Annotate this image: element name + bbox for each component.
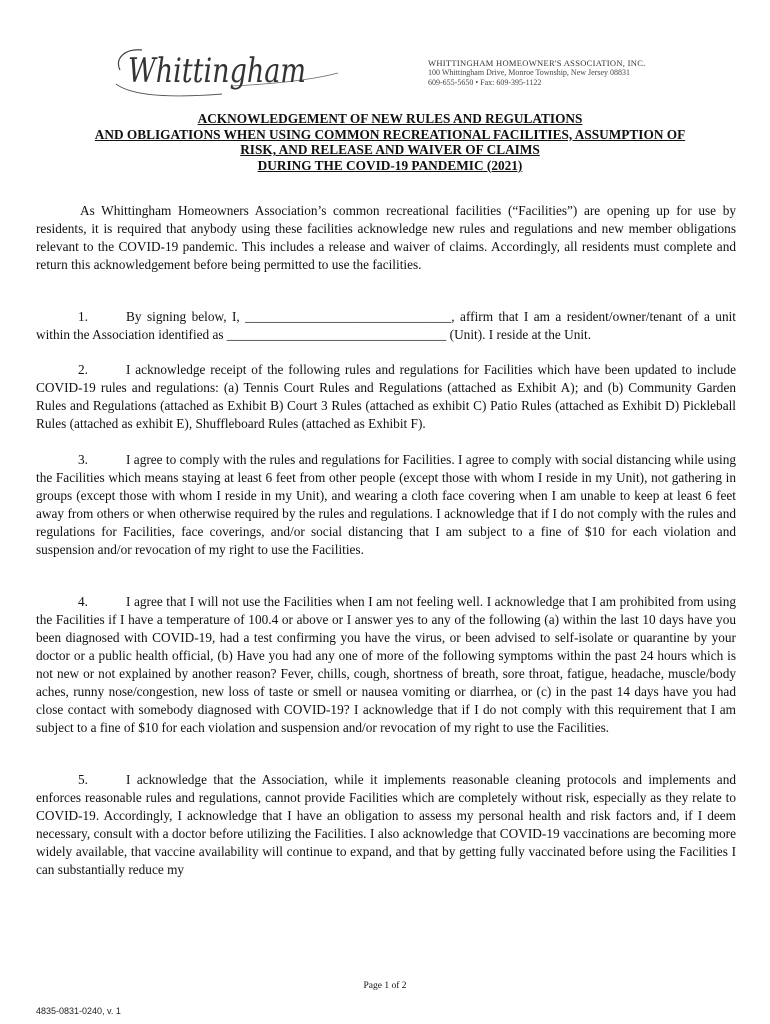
association-address: 100 Whittingham Drive, Monroe Township, New Jersey 08831 — [428, 68, 631, 77]
list-item — [36, 593, 736, 737]
item-number: 4. — [78, 594, 88, 609]
item-number: 1. — [78, 309, 88, 324]
title-line-2: AND OBLIGATIONS WHEN USING COMMON RECREATIONAL FACILITIES, ASSUMPTION OF — [94, 126, 686, 142]
association-name: WHITTINGHAM HOMEOWNER'S ASSOCIATION, INC. — [428, 58, 646, 68]
page-number: Page 1 of 2 — [363, 981, 407, 991]
intro-text: As Whittingham Homeowners Association’s common recreational facilities (“Facilities”) are opening up for use by residents, it is required that anybody using these facilities acknowledge new rules and regulations and new member obligations relevant to the COVID-19 pandemic. This includes a release and waiver of claims. Accordingly, all residents must complete and return this acknowledgement before being permitted to use the facilities. — [36, 203, 736, 272]
title-line-4: DURING THE COVID-19 PANDEMIC (2021) — [257, 157, 523, 173]
intro-paragraph — [36, 202, 736, 274]
association-info — [428, 58, 678, 88]
item-text: By signing below, I, _______________________________, affirm that I am a resident/owner/tenant of a unit within the Association identified as _________________________________ (Unit). I reside at the Unit. — [36, 309, 736, 342]
item-number: 5. — [78, 772, 88, 787]
svg-text:Whittingham: Whittingham — [128, 51, 306, 91]
item-number: 2. — [78, 362, 88, 377]
title-line-3: RISK, AND RELEASE AND WAIVER OF CLAIMS — [240, 142, 540, 158]
item-text: I agree that I will not use the Facilities when I am not feeling well. I acknowledge that I am prohibited from using the Facilities if I have a temperature of 100.4 or above or I answer yes to any of the following (a) within the last 10 days have you been diagnosed with COVID-19, had a test confirming you have the virus, or been advised to self-isolate or quarantine by your doctor or a public health official, (b) Have you had any one of more of the following symptoms within the past 24 hours which is not new or not explained by another reason? Fever, chills, cough, shortness of breath, sore throat, fatigue, headache, muscle/body aches, runny nose/congestion, new loss of taste or smell or nausea vomiting or diarrhea, or (c) in the past 14 days have you had close contact with somebody diagnosed with COVID-19? I acknowledge that if I do not comply with this requirement that I am subject to a fine of $10 for each violation and suspension and/or revocation of my right to use the Facilities. — [36, 594, 736, 735]
document-id: 4835-0831-0240, v. 1 — [36, 1006, 121, 1016]
item-text: I agree to comply with the rules and regulations for Facilities. I agree to comply with social distancing while using the Facilities which means staying at least 6 feet from other people (except those with whom I reside in my Unit), not gathering in groups (except those with whom I reside in my Unit), and wearing a cloth face covering when I am unable to keep at least 6 feet away from others or when otherwise required by the rules and regulations. I acknowledge that if I do not comply with the rules and regulations for Facilities, face coverings, and/or social distancing that I am subject to a fine of $10 for each violation and suspension and/or revocation of my right to use the Facilities. — [36, 452, 736, 557]
title-line-1: ACKNOWLEDGEMENT OF NEW RULES AND REGULATIONS — [197, 111, 583, 126]
list-item — [36, 771, 736, 879]
item-text: I acknowledge that the Association, while it implements reasonable cleaning protocols and implements and enforces reasonable rules and regulations, cannot provide Facilities which are completely without risk, especially as they relate to COVID-19. Accordingly, I acknowledge that I have an obligation to assess my personal health and risk factors and, if I deem necessary, consult with a doctor before utilizing the Facilities. I also acknowledge that COVID-19 vaccinations are becoming more widely available, that vaccine availability will continue to expand, and that by getting fully vaccinated before using the Facilities I can substantially reduce my — [36, 772, 736, 877]
item-number: 3. — [78, 452, 88, 467]
list-item — [36, 308, 736, 344]
item-text: I acknowledge receipt of the following rules and regulations for Facilities which have been updated to include COVID-19 rules and regulations: (a) Tennis Court Rules and Regulations (attached as Exhibit A); and (b) Community Garden Rules and Regulations (attached as Exhibit B) Court 3 Rules (attached as exhibit C) Patio Rules (attached as Exhibit D) Pickleball Rules (attached as exhibit E), Shuffleboard Rules (attached as Exhibit F). — [36, 362, 736, 431]
whittingham-logo — [112, 40, 340, 102]
list-item — [36, 451, 736, 559]
association-contact: 609-655-5650 • Fax: 609-395-1122 — [428, 78, 542, 87]
list-item — [36, 361, 736, 433]
document-title — [30, 111, 750, 173]
